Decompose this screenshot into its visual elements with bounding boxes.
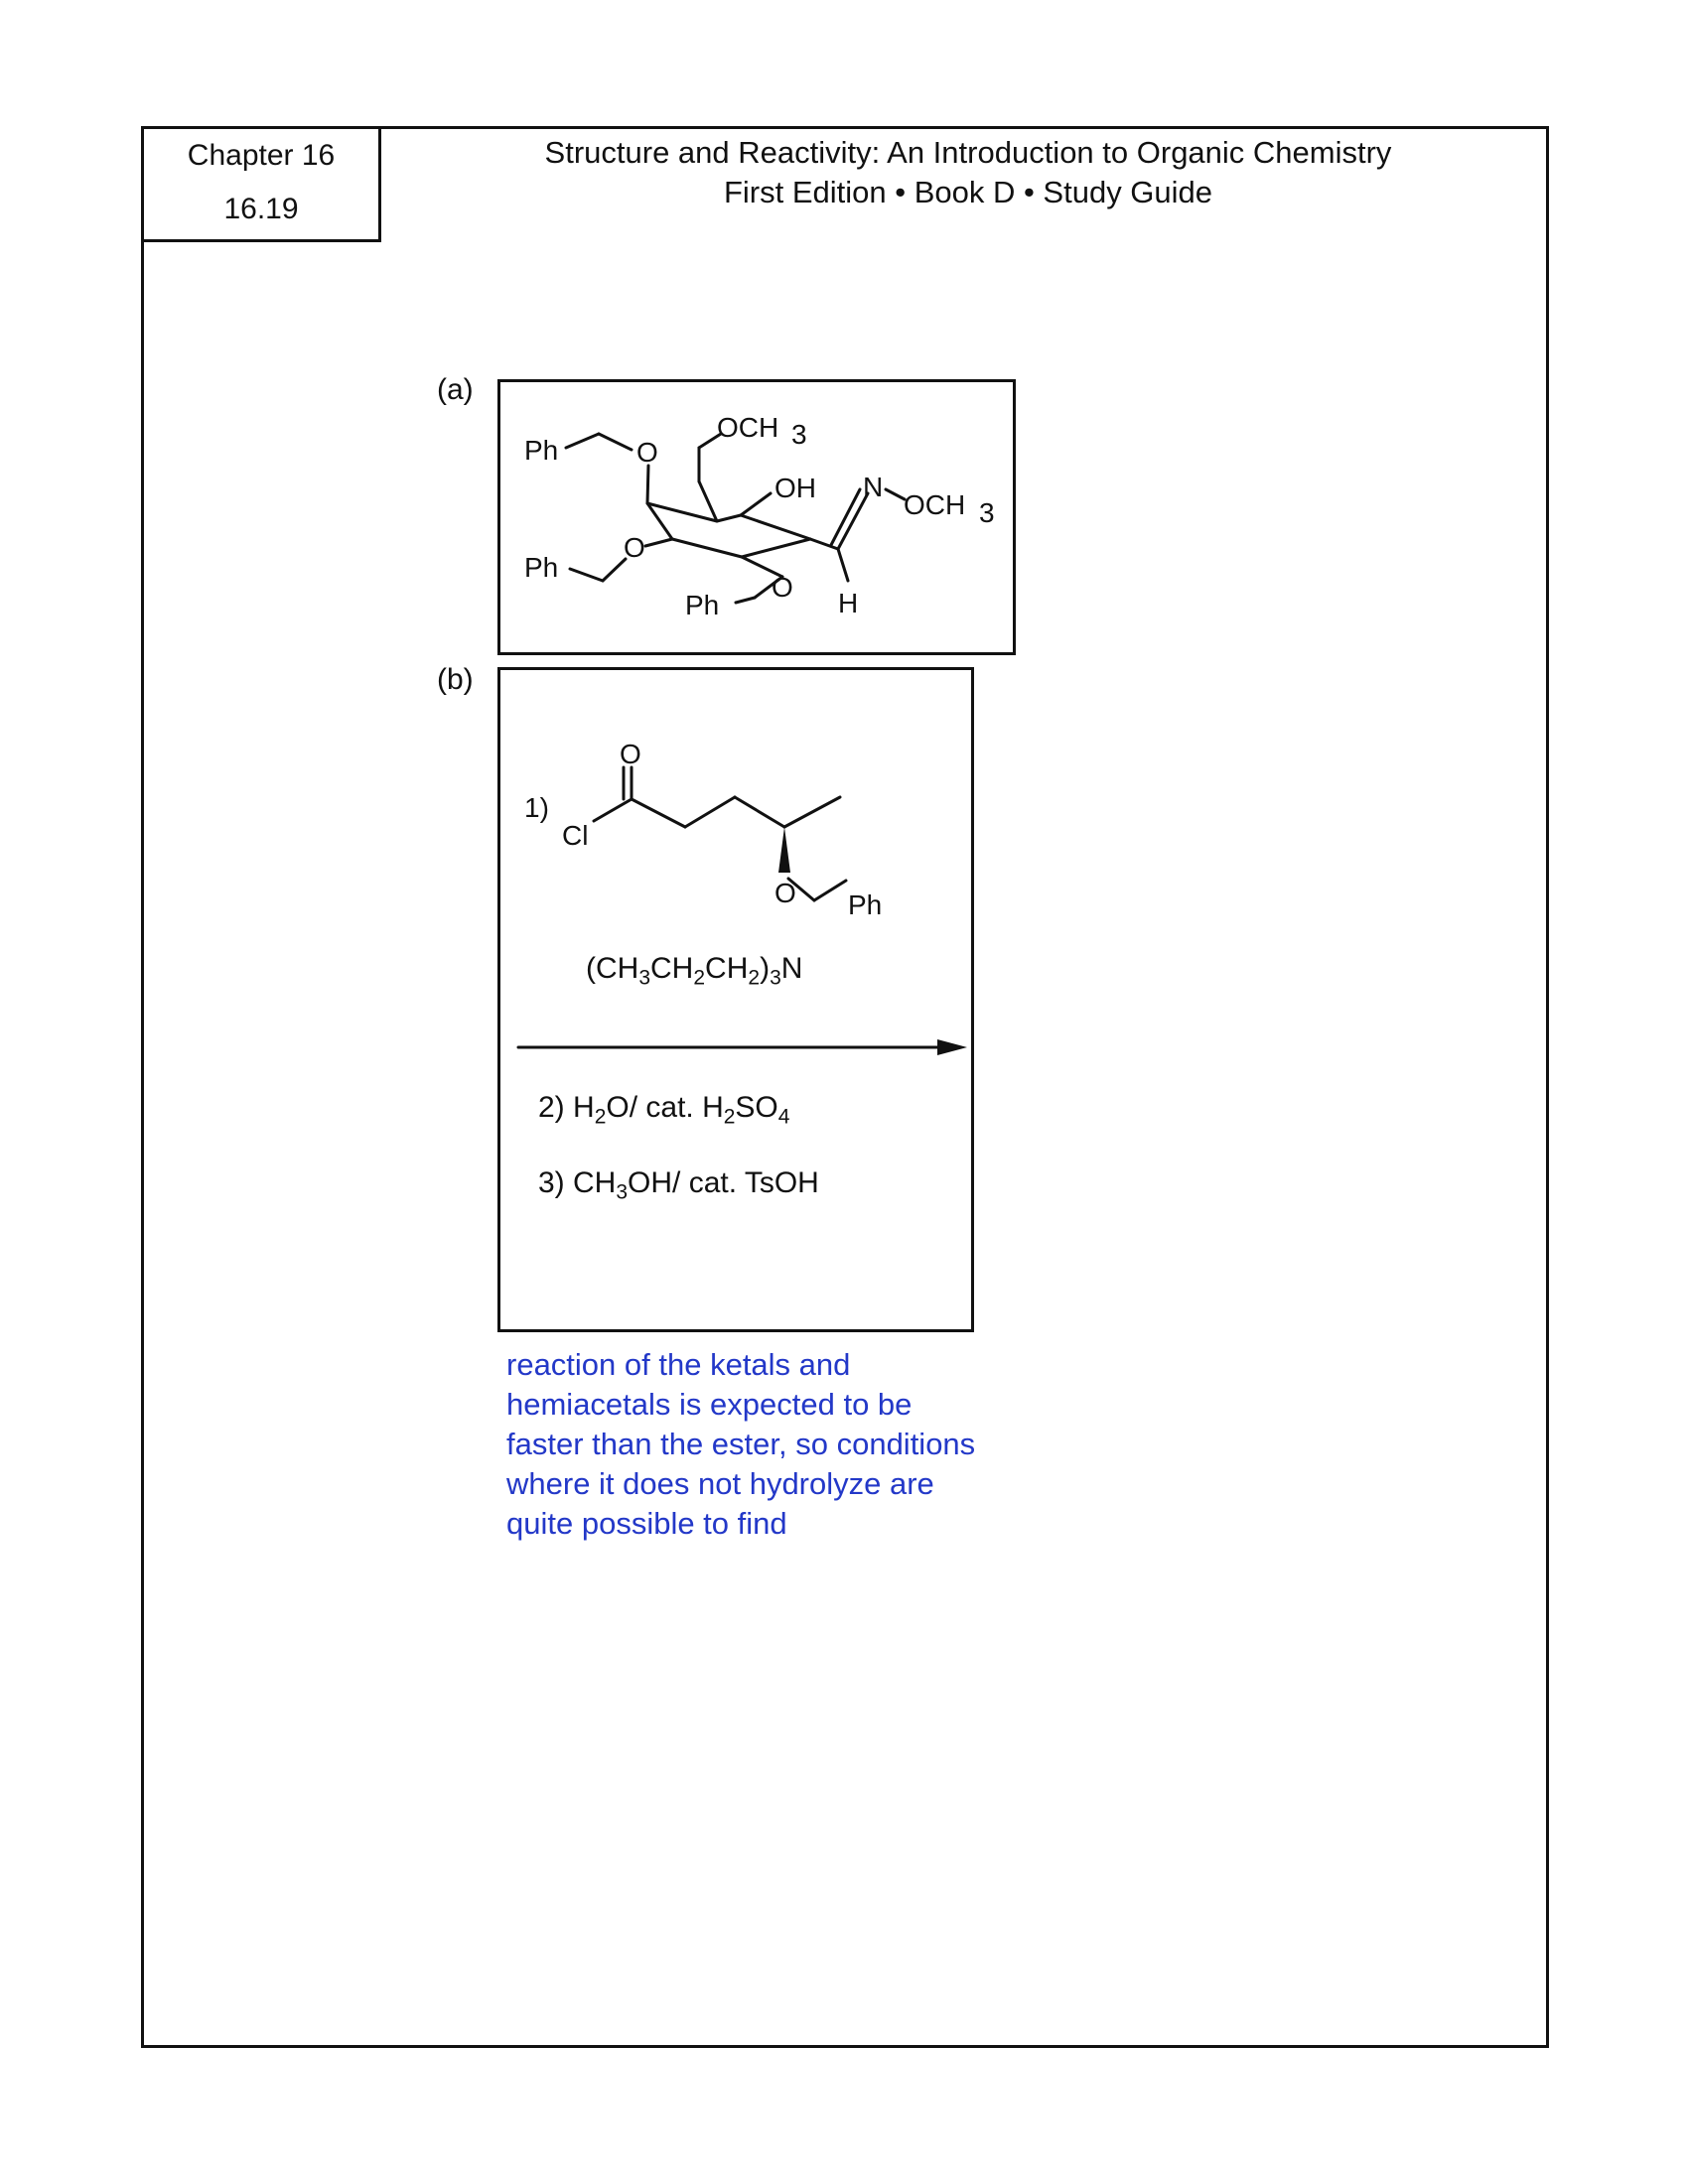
reaction-scheme	[500, 670, 977, 1335]
note-line: reaction of the ketals and	[506, 1347, 851, 1382]
part-b-label: (b)	[437, 663, 474, 696]
chapter-box	[141, 126, 381, 242]
ph-label-2: Ph	[524, 552, 559, 583]
base-reagent: $(CH_3CH_2CH_2)_3N$	[586, 952, 803, 990]
oh-label: OH	[774, 473, 816, 503]
o-label-2: O	[624, 532, 645, 563]
step-3-reagent: 3) $CH_3OH/$ cat. TsOH	[538, 1166, 819, 1204]
n-och3-label: OCH	[904, 489, 966, 520]
ph-label-1: Ph	[524, 435, 559, 466]
note-line: hemiacetals is expected to be	[506, 1387, 913, 1422]
chapter-label: Chapter 16	[187, 139, 336, 172]
handwritten-note	[506, 1345, 1023, 1544]
o-label-1: O	[636, 437, 658, 468]
step-2-reagent: 2) $H_2O/$ cat. $H_2SO_4$	[538, 1091, 790, 1129]
problem-number: 16.19	[223, 193, 299, 225]
sugar-oxime-structure	[500, 382, 1019, 658]
stereo-wedge	[778, 827, 790, 873]
part-b-panel	[497, 667, 974, 1332]
title-line-2: First Edition • Book D • Study Guide	[723, 175, 1213, 209]
part-a-panel	[497, 379, 1016, 655]
note-line: where it does not hydrolyze are	[506, 1466, 934, 1501]
part-a-label: (a)	[437, 373, 474, 406]
och3-subscript: 3	[791, 419, 807, 450]
title-line-1: Structure and Reactivity: An Introduction to Organic Chemistry	[544, 135, 1392, 170]
o-label-3: O	[772, 572, 793, 603]
cl-label: Cl	[562, 820, 589, 851]
n-och3-subscript: 3	[979, 497, 995, 528]
book-title	[417, 133, 1519, 212]
ether-o-label: O	[774, 878, 796, 908]
ph-label-3: Ph	[685, 590, 720, 620]
arrow-head	[937, 1039, 967, 1055]
note-line: faster than the ester, so conditions	[506, 1427, 976, 1461]
carbonyl-o-label: O	[620, 739, 641, 769]
och3-label: OCH	[717, 412, 779, 443]
note-line: quite possible to find	[506, 1506, 787, 1541]
ph-label: Ph	[848, 889, 883, 920]
n-label: N	[863, 472, 884, 502]
h-label: H	[838, 588, 859, 618]
step-1-number: 1)	[524, 792, 549, 823]
